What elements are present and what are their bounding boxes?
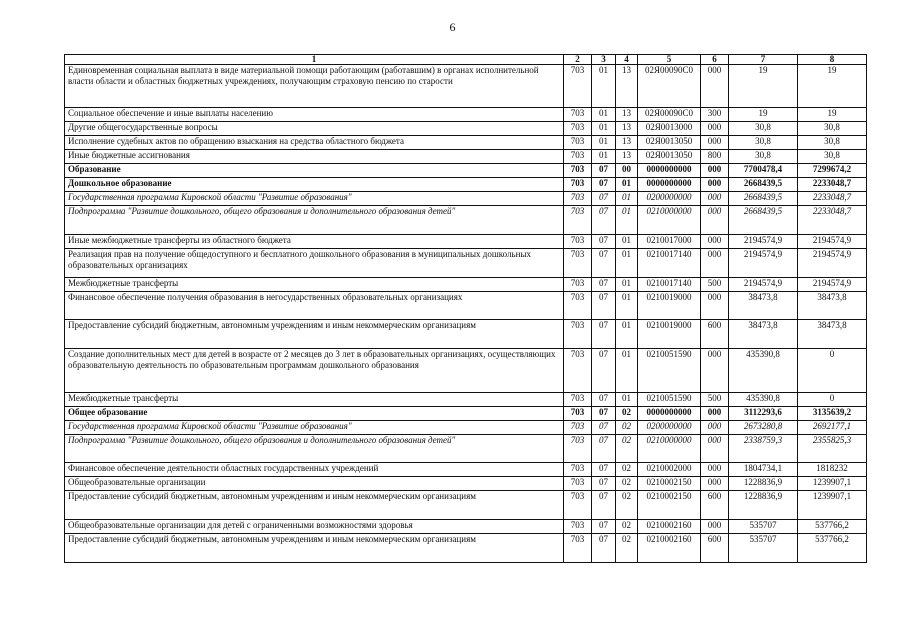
admin-code: 703 <box>564 534 592 563</box>
section-code: 07 <box>592 249 616 278</box>
amount-2019: 1228836,9 <box>729 477 798 491</box>
table-row <box>65 192 867 206</box>
row-name: Предоставление субсидий бюджетным, автономным учреждениям и иным некоммерческим организациям <box>65 320 564 349</box>
amount-2019: 2338759,3 <box>729 435 798 463</box>
admin-code: 703 <box>564 122 592 136</box>
subsection-code: 01 <box>616 206 638 235</box>
amount-2020: 7299674,2 <box>798 164 867 178</box>
expense-type: 000 <box>701 178 729 192</box>
section-code: 01 <box>592 65 616 108</box>
section-code: 01 <box>592 122 616 136</box>
admin-code: 703 <box>564 178 592 192</box>
column-header: 6 <box>701 55 729 65</box>
table-row <box>65 164 867 178</box>
expense-type: 600 <box>701 320 729 349</box>
admin-code: 703 <box>564 463 592 477</box>
amount-2019: 2668439,5 <box>729 178 798 192</box>
expense-type: 000 <box>701 235 729 249</box>
expense-type: 800 <box>701 150 729 164</box>
target-article: 02Я0013000 <box>638 122 701 136</box>
subsection-code: 01 <box>616 349 638 393</box>
amount-2020: 1239907,1 <box>798 491 867 520</box>
subsection-code: 01 <box>616 249 638 278</box>
row-name: Предоставление субсидий бюджетным, автономным учреждениям и иным некоммерческим организациям <box>65 491 564 520</box>
amount-2019: 7700478,4 <box>729 164 798 178</box>
admin-code: 703 <box>564 421 592 435</box>
amount-2019: 30,8 <box>729 150 798 164</box>
admin-code: 703 <box>564 249 592 278</box>
admin-code: 703 <box>564 235 592 249</box>
amount-2020: 30,8 <box>798 136 867 150</box>
target-article: 0210002160 <box>638 534 701 563</box>
expense-type: 000 <box>701 463 729 477</box>
subsection-code: 01 <box>616 235 638 249</box>
amount-2020: 1239907,1 <box>798 477 867 491</box>
expense-type: 600 <box>701 534 729 563</box>
table-row <box>65 393 867 407</box>
section-code: 07 <box>592 407 616 421</box>
section-code: 07 <box>592 278 616 292</box>
table-row <box>65 477 867 491</box>
amount-2020: 19 <box>798 108 867 122</box>
expense-type: 000 <box>701 421 729 435</box>
expense-type: 000 <box>701 292 729 320</box>
expense-type: 000 <box>701 122 729 136</box>
admin-code: 703 <box>564 164 592 178</box>
expense-type: 500 <box>701 393 729 407</box>
table-row <box>65 463 867 477</box>
row-name: Государственная программа Кировской области "Развитие образования" <box>65 192 564 206</box>
table-row <box>65 349 867 393</box>
section-code: 07 <box>592 292 616 320</box>
admin-code: 703 <box>564 292 592 320</box>
admin-code: 703 <box>564 192 592 206</box>
subsection-code: 13 <box>616 136 638 150</box>
target-article: 0000000000 <box>638 164 701 178</box>
target-article: 0210051590 <box>638 393 701 407</box>
section-code: 07 <box>592 463 616 477</box>
expense-type: 000 <box>701 136 729 150</box>
table-row <box>65 206 867 235</box>
amount-2020: 19 <box>798 65 867 108</box>
row-name: Дошкольное образование <box>65 178 564 192</box>
row-name: Межбюджетные трансферты <box>65 278 564 292</box>
row-name: Межбюджетные трансферты <box>65 393 564 407</box>
admin-code: 703 <box>564 108 592 122</box>
amount-2019: 38473,8 <box>729 320 798 349</box>
expense-type: 000 <box>701 349 729 393</box>
amount-2019: 19 <box>729 108 798 122</box>
amount-2020: 2233048,7 <box>798 192 867 206</box>
table-row <box>65 178 867 192</box>
section-code: 07 <box>592 235 616 249</box>
amount-2020: 2692177,1 <box>798 421 867 435</box>
amount-2019: 535707 <box>729 534 798 563</box>
amount-2020: 0 <box>798 393 867 407</box>
row-name: Иные бюджетные ассигнования <box>65 150 564 164</box>
row-name: Финансовое обеспечение деятельности областных государственных учреждений <box>65 463 564 477</box>
row-name: Подпрограмма "Развитие дошкольного, общего образования и дополнительного образования детей" <box>65 206 564 235</box>
section-code: 07 <box>592 349 616 393</box>
section-code: 07 <box>592 520 616 534</box>
row-name: Предоставление субсидий бюджетным, автономным учреждениям и иным некоммерческим организациям <box>65 534 564 563</box>
section-code: 07 <box>592 421 616 435</box>
subsection-code: 02 <box>616 491 638 520</box>
table-row <box>65 136 867 150</box>
row-name: Социальное обеспечение и иные выплаты населению <box>65 108 564 122</box>
column-header: 3 <box>592 55 616 65</box>
row-name: Государственная программа Кировской области "Развитие образования" <box>65 421 564 435</box>
table-row <box>65 122 867 136</box>
section-code: 07 <box>592 393 616 407</box>
row-name: Исполнение судебных актов по обращению взыскания на средства областного бюджета <box>65 136 564 150</box>
expense-type: 000 <box>701 65 729 108</box>
target-article: 02Я0013050 <box>638 136 701 150</box>
amount-2020: 537766,2 <box>798 534 867 563</box>
section-code: 07 <box>592 178 616 192</box>
admin-code: 703 <box>564 491 592 520</box>
amount-2019: 435390,8 <box>729 349 798 393</box>
expense-type: 000 <box>701 435 729 463</box>
target-article: 0210002150 <box>638 491 701 520</box>
admin-code: 703 <box>564 477 592 491</box>
subsection-code: 01 <box>616 320 638 349</box>
target-article: 0000000000 <box>638 178 701 192</box>
expense-type: 000 <box>701 520 729 534</box>
section-code: 01 <box>592 150 616 164</box>
amount-2019: 2673280,8 <box>729 421 798 435</box>
section-code: 07 <box>592 435 616 463</box>
subsection-code: 01 <box>616 178 638 192</box>
admin-code: 703 <box>564 150 592 164</box>
amount-2019: 1228836,9 <box>729 491 798 520</box>
page-number: 6 <box>449 20 456 34</box>
row-name: Образование <box>65 164 564 178</box>
amount-2019: 2194574,9 <box>729 249 798 278</box>
target-article: 0200000000 <box>638 192 701 206</box>
target-article: 0210000000 <box>638 435 701 463</box>
target-article: 0210051590 <box>638 349 701 393</box>
section-code: 07 <box>592 477 616 491</box>
row-name: Финансовое обеспечение получения образования в негосударственных образовательных организациях <box>65 292 564 320</box>
subsection-code: 02 <box>616 407 638 421</box>
subsection-code: 02 <box>616 477 638 491</box>
expense-type: 500 <box>701 278 729 292</box>
subsection-code: 13 <box>616 150 638 164</box>
row-name: Реализация прав на получение общедоступного и бесплатного дошкольного образования в муниципальных дошкольных образовательных организациях <box>65 249 564 278</box>
target-article: 0210002000 <box>638 463 701 477</box>
amount-2019: 2668439,5 <box>729 206 798 235</box>
subsection-code: 13 <box>616 122 638 136</box>
column-header: 2 <box>564 55 592 65</box>
subsection-code: 01 <box>616 393 638 407</box>
amount-2019: 1804734,1 <box>729 463 798 477</box>
amount-2020: 2233048,7 <box>798 178 867 192</box>
target-article: 02Я0013050 <box>638 150 701 164</box>
amount-2020: 2194574,9 <box>798 235 867 249</box>
subsection-code: 02 <box>616 534 638 563</box>
table-row <box>65 249 867 278</box>
table-row <box>65 235 867 249</box>
amount-2020: 30,8 <box>798 150 867 164</box>
subsection-code: 13 <box>616 65 638 108</box>
admin-code: 703 <box>564 349 592 393</box>
expense-type: 000 <box>701 192 729 206</box>
table-row <box>65 435 867 463</box>
row-name: Другие общегосударственные вопросы <box>65 122 564 136</box>
expense-type: 000 <box>701 407 729 421</box>
table-row <box>65 320 867 349</box>
amount-2019: 2194574,9 <box>729 278 798 292</box>
amount-2020: 38473,8 <box>798 320 867 349</box>
admin-code: 703 <box>564 407 592 421</box>
row-name: Иные межбюджетные трансферты из областного бюджета <box>65 235 564 249</box>
expense-type: 600 <box>701 491 729 520</box>
amount-2020: 2233048,7 <box>798 206 867 235</box>
row-name: Создание дополнительных мест для детей в возрасте от 2 месяцев до 3 лет в образовательных организациях, осуществляющих образовательную деятельность по образовательным программам дошкольного образования <box>65 349 564 393</box>
admin-code: 703 <box>564 136 592 150</box>
column-header: 1 <box>65 55 564 65</box>
expense-type: 000 <box>701 164 729 178</box>
subsection-code: 13 <box>616 108 638 122</box>
subsection-code: 01 <box>616 278 638 292</box>
admin-code: 703 <box>564 320 592 349</box>
section-code: 07 <box>592 491 616 520</box>
row-name: Единовременная социальная выплата в виде материальной помощи работающим (работавшим) в органах исполнительной власти области и областных бюджетных учреждениях, получающим страховую пенсию по старости <box>65 65 564 108</box>
row-name: Общеобразовательные организации <box>65 477 564 491</box>
amount-2019: 2668439,5 <box>729 192 798 206</box>
amount-2019: 2194574,9 <box>729 235 798 249</box>
amount-2020: 0 <box>798 349 867 393</box>
section-code: 07 <box>592 206 616 235</box>
amount-2020: 537766,2 <box>798 520 867 534</box>
section-code: 07 <box>592 164 616 178</box>
subsection-code: 02 <box>616 463 638 477</box>
target-article: 0210017000 <box>638 235 701 249</box>
budget-table <box>64 54 867 563</box>
target-article: 02Я00090С0 <box>638 65 701 108</box>
target-article: 0200000000 <box>638 421 701 435</box>
subsection-code: 01 <box>616 292 638 320</box>
target-article: 0210017140 <box>638 249 701 278</box>
amount-2019: 435390,8 <box>729 393 798 407</box>
expense-type: 000 <box>701 477 729 491</box>
amount-2020: 2355825,3 <box>798 435 867 463</box>
target-article: 0000000000 <box>638 407 701 421</box>
admin-code: 703 <box>564 520 592 534</box>
target-article: 0210019000 <box>638 320 701 349</box>
subsection-code: 02 <box>616 421 638 435</box>
table-row <box>65 150 867 164</box>
table-body <box>65 65 867 563</box>
row-name: Подпрограмма "Развитие дошкольного, общего образования и дополнительного образования детей" <box>65 435 564 463</box>
target-article: 0210002160 <box>638 520 701 534</box>
amount-2019: 30,8 <box>729 122 798 136</box>
expense-type: 000 <box>701 206 729 235</box>
column-header: 8 <box>798 55 867 65</box>
column-header: 4 <box>616 55 638 65</box>
admin-code: 703 <box>564 435 592 463</box>
subsection-code: 02 <box>616 435 638 463</box>
amount-2020: 2194574,9 <box>798 249 867 278</box>
admin-code: 703 <box>564 393 592 407</box>
amount-2019: 30,8 <box>729 136 798 150</box>
amount-2020: 2194574,9 <box>798 278 867 292</box>
section-code: 07 <box>592 320 616 349</box>
admin-code: 703 <box>564 65 592 108</box>
section-code: 01 <box>592 136 616 150</box>
table-row <box>65 65 867 108</box>
target-article: 0210000000 <box>638 206 701 235</box>
amount-2019: 38473,8 <box>729 292 798 320</box>
subsection-code: 00 <box>616 164 638 178</box>
section-code: 07 <box>592 192 616 206</box>
subsection-code: 02 <box>616 520 638 534</box>
section-code: 01 <box>592 108 616 122</box>
target-article: 0210019000 <box>638 292 701 320</box>
table-row <box>65 292 867 320</box>
table-row <box>65 108 867 122</box>
admin-code: 703 <box>564 206 592 235</box>
expense-type: 000 <box>701 249 729 278</box>
table-row <box>65 491 867 520</box>
subsection-code: 01 <box>616 192 638 206</box>
expense-type: 300 <box>701 108 729 122</box>
table-row <box>65 407 867 421</box>
amount-2020: 3135639,2 <box>798 407 867 421</box>
row-name: Общее образование <box>65 407 564 421</box>
amount-2019: 19 <box>729 65 798 108</box>
admin-code: 703 <box>564 278 592 292</box>
table-row <box>65 278 867 292</box>
amount-2020: 38473,8 <box>798 292 867 320</box>
column-header: 7 <box>729 55 798 65</box>
target-article: 0210002150 <box>638 477 701 491</box>
amount-2019: 3112293,6 <box>729 407 798 421</box>
amount-2020: 1818232 <box>798 463 867 477</box>
table-row <box>65 534 867 563</box>
table-row <box>65 421 867 435</box>
amount-2019: 535707 <box>729 520 798 534</box>
target-article: 02Я00090С0 <box>638 108 701 122</box>
header-row <box>65 55 867 65</box>
amount-2020: 30,8 <box>798 122 867 136</box>
target-article: 0210017140 <box>638 278 701 292</box>
column-header: 5 <box>638 55 701 65</box>
row-name: Общеобразовательные организации для детей с ограниченными возможностями здоровья <box>65 520 564 534</box>
table-row <box>65 520 867 534</box>
section-code: 07 <box>592 534 616 563</box>
